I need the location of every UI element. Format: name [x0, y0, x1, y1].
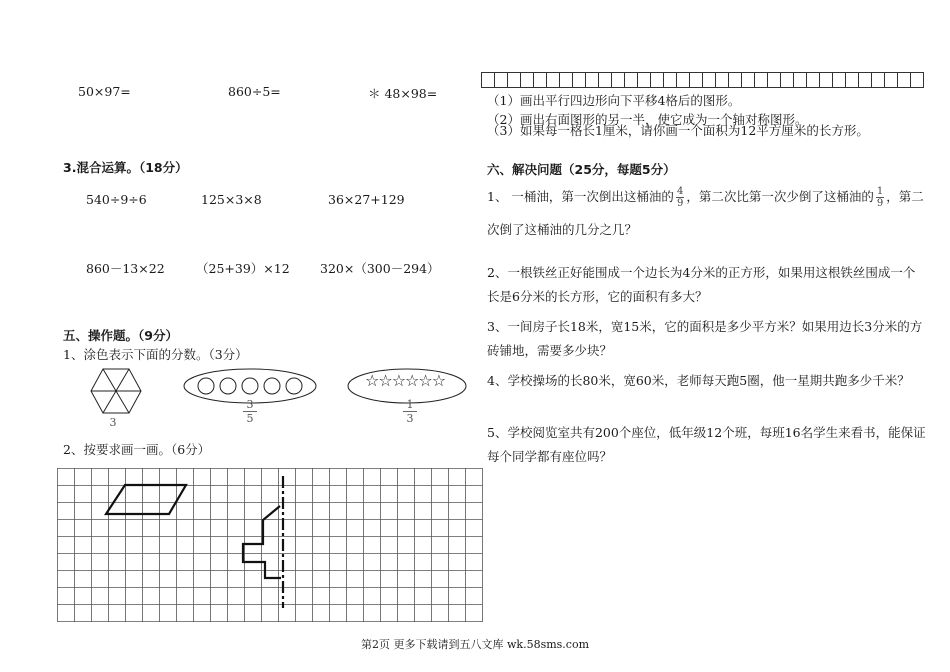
- instruction-3: （3）如果每一格长1厘米，请你画一个面积为12平方厘米的长方形。: [487, 123, 869, 138]
- half-figure-shape: [243, 506, 281, 578]
- fraction-four-ninths: [676, 186, 684, 209]
- mixed-problem-5: （25+39）×12: [196, 261, 290, 276]
- calc-item-2: 860÷5=: [228, 84, 281, 99]
- frac1-denominator: 9: [676, 198, 684, 209]
- instruction-1: （1）画出平行四边形向下平移4格后的图形。: [487, 93, 741, 108]
- drawing-grid: [57, 468, 483, 624]
- section3-title: 3.混合运算。（18分）: [63, 160, 188, 175]
- problem-1-prefix: 1、 一桶油，第一次倒出这桶油的: [487, 189, 674, 204]
- hexagon-figure: [90, 368, 142, 414]
- page-footer: 第2页 更多下载请到五八文库 wk.58sms.com: [361, 638, 589, 651]
- mixed-problem-6: 320×（300－294）: [320, 261, 440, 276]
- fraction-label-2: [243, 398, 257, 425]
- problem-4: 4、学校操场的长80米，宽60米，老师每天跑5圈，他一星期共跑多少千米？: [487, 373, 910, 388]
- problem-1-suffix: ，第二次倒了这桶油的几分之几？: [487, 189, 924, 237]
- fraction-one-ninth: [876, 186, 884, 209]
- fraction-label-3: [403, 398, 417, 425]
- stars-row: ☆☆☆☆☆☆: [365, 371, 446, 390]
- fraction-3-numerator: 1: [403, 398, 417, 412]
- frac2-numerator: 1: [876, 186, 884, 197]
- frac2-denominator: 9: [876, 198, 884, 209]
- calc-item-1: 50×97=: [78, 84, 131, 99]
- section5-title: 五、操作题。（9分）: [63, 328, 178, 343]
- grid-strip: [481, 72, 924, 88]
- section5-q1: 1、涂色表示下面的分数。（3分）: [63, 347, 248, 362]
- fraction-2-numerator: 3: [243, 398, 257, 412]
- calc-item-3: ＊ 48×98=: [368, 86, 438, 101]
- problem-1-middle: ，第二次比第一次少倒了这桶油的: [686, 189, 874, 204]
- parallelogram-shape: [106, 485, 186, 514]
- mixed-problem-1: 540÷9÷6: [86, 192, 147, 207]
- fraction-1-denominator: 3: [109, 416, 117, 429]
- problem-3: 3、一间房子长18米，宽15米，它的面积是多少平方米？如果用边长3分米的方砖铺地，需要多少块？: [487, 319, 923, 358]
- mixed-problem-3: 36×27+129: [328, 192, 405, 207]
- fraction-3-denominator: 3: [406, 412, 414, 425]
- fraction-label-1: [106, 416, 120, 429]
- problem-5: 5、学校阅览室共有200个座位，低年级12个班，每班16名学生来看书，能保证每个同学都有座位吗？: [487, 425, 926, 464]
- mixed-problem-2: 125×3×8: [201, 192, 262, 207]
- fraction-2-denominator: 5: [246, 412, 254, 425]
- section6-title: 六、解决问题（25分，每题5分）: [487, 162, 676, 177]
- problem-1: [487, 180, 927, 246]
- instruction-2: （2）画出右面图形的另一半，使它成为一个轴对称图形。: [487, 112, 808, 127]
- section5-q2: 2、按要求画一画。（6分）: [63, 442, 211, 457]
- mixed-problem-4: 860－13×22: [86, 261, 165, 276]
- frac1-numerator: 4: [676, 186, 684, 197]
- problem-2: 2、一根铁丝正好能围成一个边长为4分米的正方形，如果用这根铁丝围成一个长是6分米的长方形，它的面积有多大？: [487, 265, 916, 304]
